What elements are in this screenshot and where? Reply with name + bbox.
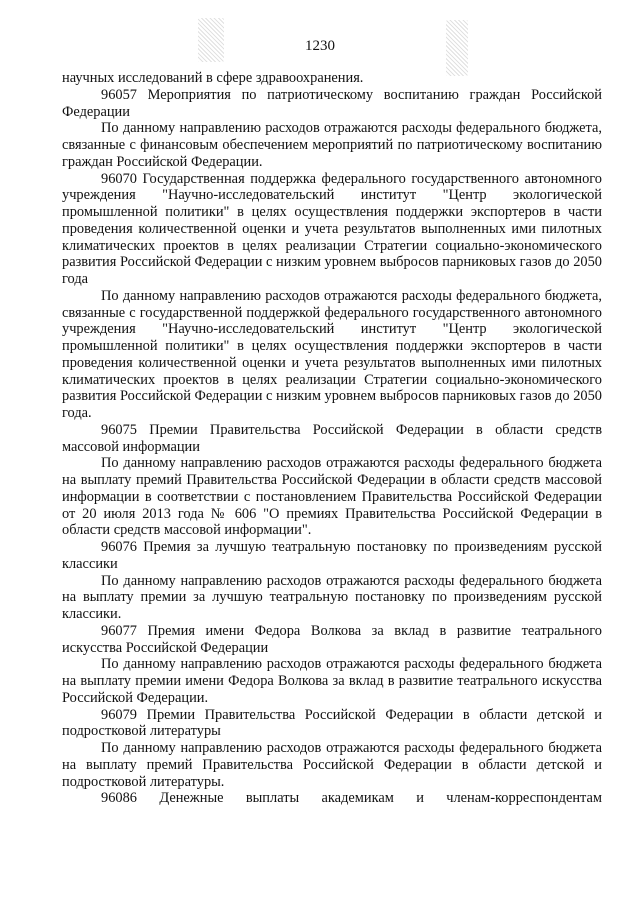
heading-96070: 96070 Государственная поддержка федерального государственного автономного учреждения "Научно-исследовательский институт "Центр экологической промышленной политики" в целях осуществления поддержки экспортеров в части проведения количественной оценки и учета результатов выполненных ими пилотных климатических проектов в целях реализации Стратегии социально-экономического развития Российской Федерации с низким уровнем выбросов парниковых газов до 2050 года	[62, 170, 602, 287]
paragraph-continuation: научных исследований в сфере здравоохранения.	[62, 70, 364, 86]
heading-96076: 96076 Премия за лучшую театральную постановку по произведениям русской классики	[62, 539, 602, 572]
heading-96057: 96057 Мероприятия по патриотическому воспитанию граждан Российской Федерации	[62, 86, 602, 120]
heading-96075: 96075 Премии Правительства Российской Федерации в области средств массовой информации	[62, 421, 602, 455]
paragraph: По данному направлению расходов отражаются расходы федерального бюджета на выплату премий Правительства Российской Федерации в области средств массовой информации в соответствии с постановлением Правительства Российской Федерации от 20 июля 2013 года № 606 "О премиях Правительства Российской Федерации в области средств массовой информации".	[62, 455, 602, 539]
paragraph: По данному направлению расходов отражаются расходы федерального бюджета, связанные с финансовым обеспечением мероприятий по патриотическому воспитанию граждан Российской Федерации.	[62, 120, 602, 170]
paragraph: По данному направлению расходов отражаются расходы федерального бюджета, связанные с государственной поддержкой федерального государственного автономного учреждения "Научно-исследовательский институт "Центр экологической промышленной политики" в целях осуществления поддержки экспортеров в части проведения количественной оценки и учета результатов выполненных ими пилотных климатических проектов в целях реализации Стратегии социально-экономического развития Российской Федерации с низким уровнем выбросов парниковых газов до 2050 года.	[62, 287, 602, 421]
heading-96077: 96077 Премия имени Федора Волкова за вклад в развитие театрального искусства Российской Федерации	[62, 622, 602, 656]
heading-96086: 96086 Денежные выплаты академикам и членам-корреспондентам	[101, 790, 602, 807]
paragraph: По данному направлению расходов отражаются расходы федерального бюджета на выплату премии имени Федора Волкова за вклад в развитие театрального искусства Российской Федерации.	[62, 656, 602, 706]
document-body	[62, 70, 602, 807]
page-number: 1230	[305, 38, 335, 54]
paragraph: По данному направлению расходов отражаются расходы федерального бюджета на выплату премии за лучшую театральную постановку по произведениям русской классики.	[62, 572, 602, 622]
paragraph: По данному направлению расходов отражаются расходы федерального бюджета на выплату премий Правительства Российской Федерации в области детской и подростковой литературы.	[62, 740, 602, 790]
heading-96079: 96079 Премии Правительства Российской Федерации в области детской и подростковой литературы	[62, 706, 602, 740]
